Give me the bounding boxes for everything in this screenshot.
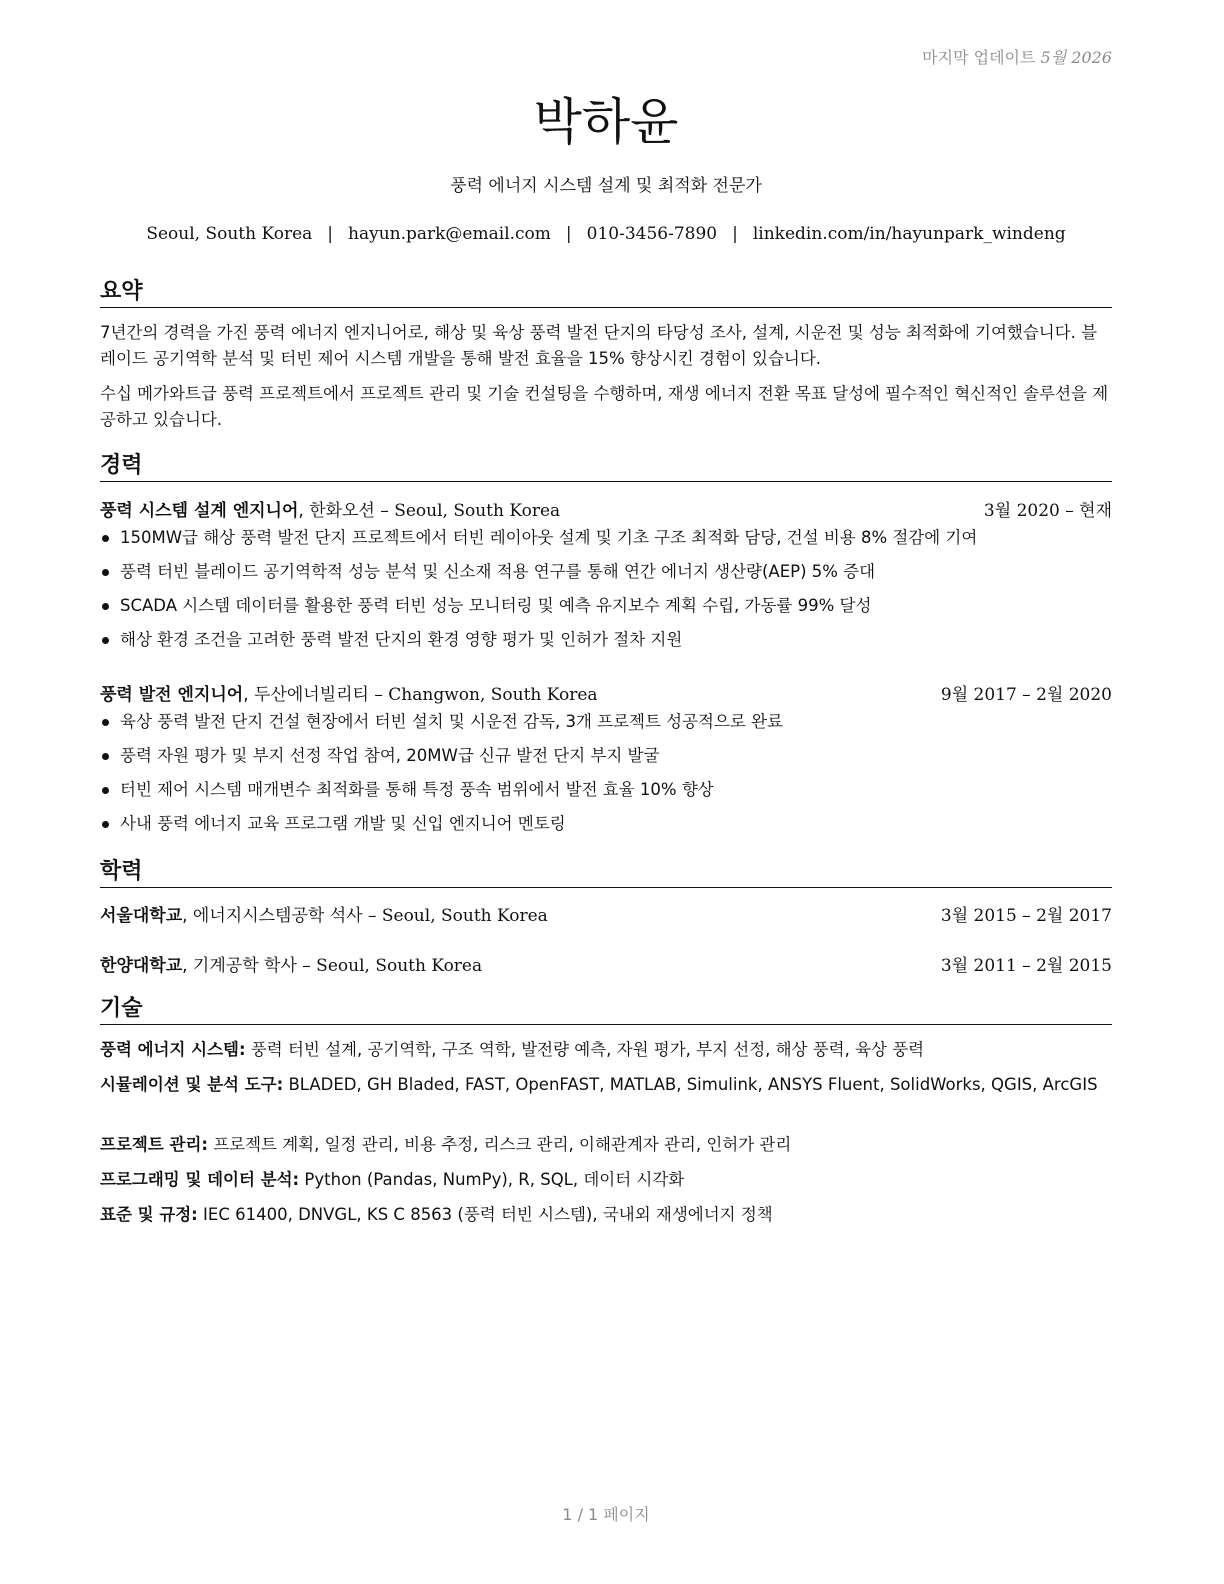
job-dates: 9월 2017 – 2월 2020 <box>940 685 1112 705</box>
job-end: 현재 <box>1079 501 1112 521</box>
job-location: – Seoul, South Korea <box>374 501 561 521</box>
contact-location: Seoul, South Korea <box>146 224 313 244</box>
education-dates: 3월 2015 – 2월 2017 <box>940 906 1112 926</box>
job-header <box>100 496 1112 520</box>
education-item <box>100 951 1112 975</box>
section-title-skills: 기술 <box>100 991 1112 1025</box>
skill-value: IEC 61400, DNVGL, KS C 8563 (풍력 터빈 시스템), 국내외 재생에너지 정책 <box>203 1205 773 1224</box>
skill-label: 프로그래밍 및 데이터 분석: <box>100 1170 300 1189</box>
last-updated-date: 5월 2026 <box>1040 48 1112 67</box>
person-name: 박하윤 <box>533 93 679 151</box>
list-item: 터빈 제어 시스템 매개변수 최적화를 통해 특정 풍속 범위에서 발전 효율 10% 향상 <box>100 777 1112 811</box>
section-title-summary: 요약 <box>100 274 1112 308</box>
education-start: 3월 2015 <box>940 906 1017 926</box>
contact-linkedin[interactable]: linkedin.com/in/hayunpark_windeng <box>752 224 1066 244</box>
skill-value: Python (Pandas, NumPy), R, SQL, 데이터 시각화 <box>304 1170 685 1189</box>
job-company: , 두산에너빌리티 <box>243 685 369 705</box>
skill-line <box>100 1202 1120 1227</box>
separator: | <box>327 224 333 244</box>
contact-line <box>100 224 1112 244</box>
job-end: 2월 2020 <box>1036 685 1112 705</box>
job-dates: 3월 2020 – 현재 <box>983 501 1112 521</box>
summary-paragraph: 7년간의 경력을 가진 풍력 에너지 엔지니어로, 해상 및 육상 풍력 발전 단지의 타당성 조사, 설계, 시운전 및 성능 최적화에 기여했습니다. 블레이드 공기역학 분석 및 터빈 제어 시스템 개발을 통해 발전 효율을 15% 향상시킨 경험이 있습니다. <box>100 323 1098 368</box>
job-role: 풍력 발전 엔지니어 <box>100 685 244 705</box>
skill-label: 표준 및 규정: <box>100 1205 198 1224</box>
last-updated <box>922 45 1112 68</box>
section-title-education: 학력 <box>100 854 1112 888</box>
job-bullets <box>100 709 1112 845</box>
list-item: SCADA 시스템 데이터를 활용한 풍력 터빈 성능 모니터링 및 예측 유지보수 계획 수립, 가동률 99% 달성 <box>100 593 1112 627</box>
skill-label: 풍력 에너지 시스템: <box>100 1040 246 1059</box>
education-end: 2월 2017 <box>1036 906 1112 926</box>
education-location: – Seoul, South Korea <box>296 956 483 976</box>
list-item: 사내 풍력 에너지 교육 프로그램 개발 및 신입 엔지니어 멘토링 <box>100 811 1112 845</box>
page-number: 1 / 1 페이지 <box>562 1505 650 1524</box>
list-item: 150MW급 해상 풍력 발전 단지 프로젝트에서 터빈 레이아웃 설계 및 기초 구조 최적화 담당, 건설 비용 8% 절감에 기여 <box>100 525 1112 559</box>
skill-value: BLADED, GH Bladed, FAST, OpenFAST, MATLAB, Simulink, ANSYS Fluent, SolidWorks, QGIS, ArcGIS <box>288 1075 1098 1094</box>
education-item <box>100 901 1112 925</box>
school-name: 서울대학교 <box>100 906 183 926</box>
contact-phone: 010-3456-7890 <box>586 224 718 244</box>
list-item: 풍력 자원 평가 및 부지 선정 작업 참여, 20MW급 신규 발전 단지 부지 발굴 <box>100 743 1112 777</box>
last-updated-label: 마지막 업데이트 <box>922 48 1036 67</box>
section-title-experience: 경력 <box>100 448 1112 482</box>
skill-line <box>100 1167 1120 1192</box>
education-dates: 3월 2011 – 2월 2015 <box>940 956 1112 976</box>
degree: , 기계공학 학사 <box>182 956 297 976</box>
education-start: 3월 2011 <box>940 956 1017 976</box>
skill-value: 프로젝트 계획, 일정 관리, 비용 추정, 리스크 관리, 이해관계자 관리, 인허가 관리 <box>213 1135 792 1154</box>
job-bullets <box>100 525 1112 661</box>
list-item: 해상 환경 조건을 고려한 풍력 발전 단지의 환경 영향 평가 및 인허가 절차 지원 <box>100 627 1112 661</box>
education-end: 2월 2015 <box>1036 956 1112 976</box>
school-name: 한양대학교 <box>100 956 183 976</box>
job-role: 풍력 시스템 설계 엔지니어 <box>100 501 299 521</box>
skill-line <box>100 1132 1120 1157</box>
job-start: 3월 2020 <box>983 501 1060 521</box>
skill-label: 시뮬레이션 및 분석 도구: <box>100 1075 284 1094</box>
separator: | <box>732 224 738 244</box>
skill-label: 프로젝트 관리: <box>100 1135 208 1154</box>
tagline: 풍력 에너지 시스템 설계 및 최적화 전문가 <box>450 176 762 196</box>
job-company: , 한화오션 <box>298 501 375 521</box>
job-location: – Changwon, South Korea <box>368 685 598 705</box>
job-header <box>100 680 1112 704</box>
degree: , 에너지시스템공학 석사 <box>182 906 363 926</box>
contact-email[interactable]: hayun.park@email.com <box>348 224 551 244</box>
skill-line <box>100 1072 1120 1097</box>
list-item: 풍력 터빈 블레이드 공기역학적 성능 분석 및 신소재 적용 연구를 통해 연간 에너지 생산량(AEP) 5% 증대 <box>100 559 1112 593</box>
job-start: 9월 2017 <box>940 685 1017 705</box>
skill-line <box>100 1037 1120 1062</box>
list-item: 육상 풍력 발전 단지 건설 현장에서 터빈 설치 및 시운전 감독, 3개 프로젝트 성공적으로 완료 <box>100 709 1112 743</box>
resume-page <box>100 0 1112 1584</box>
education-location: – Seoul, South Korea <box>362 906 548 926</box>
summary-paragraph: 수십 메가와트급 풍력 프로젝트에서 프로젝트 관리 및 기술 컨설팅을 수행하며, 재생 에너지 전환 목표 달성에 필수적인 혁신적인 솔루션을 제공하고 있습니다. <box>100 384 1109 429</box>
skill-value: 풍력 터빈 설계, 공기역학, 구조 역학, 발전량 예측, 자원 평가, 부지 선정, 해상 풍력, 육상 풍력 <box>250 1040 925 1059</box>
separator: | <box>565 224 572 244</box>
